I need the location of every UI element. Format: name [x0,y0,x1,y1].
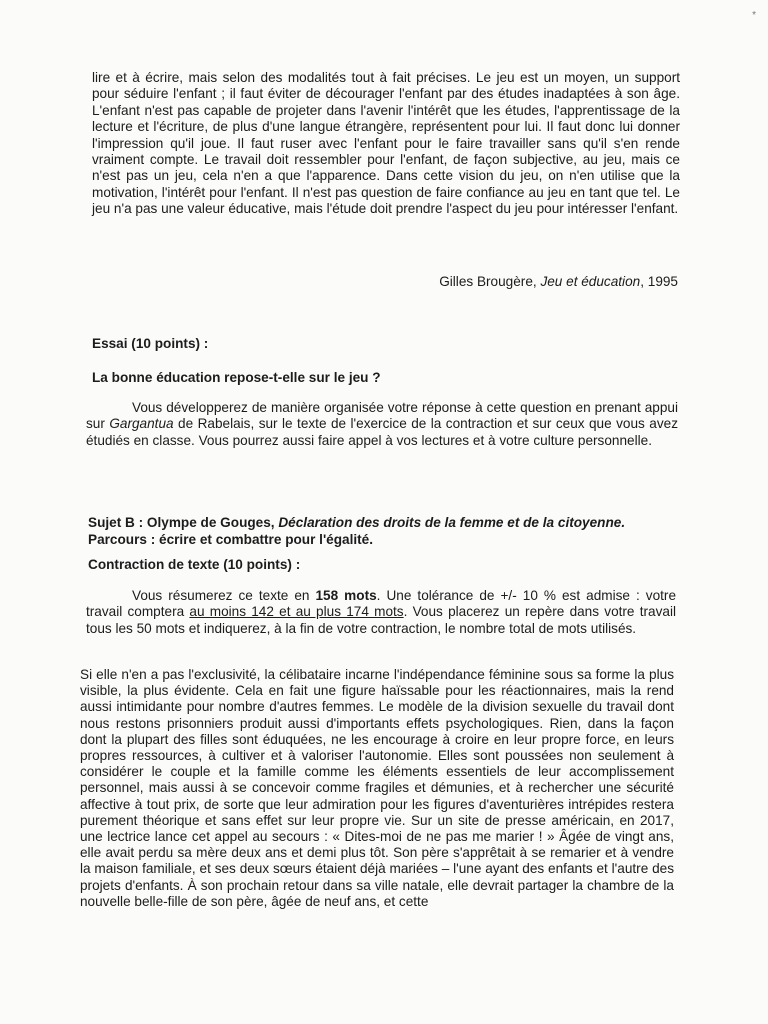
scan-mark: * [752,10,756,21]
intro-paragraph: lire et à écrire, mais selon des modalités tout à fait précises. Le jeu est un moyen, un support pour séduire l'enfant ; il faut éviter de décourager l'enfant par des études inadaptées à son âge. L'enfant n'est pas capable de projeter dans l'avenir l'intérêt que les études, l'apprentissage de la lecture et l'écriture, de plus d'une langue étrangère, représentent pour lui. Il faut donc lui donner l'impression qu'il joue. Il faut ruser avec l'enfant pour le faire travailler sans qu'il s'en rende vraiment compte. Le travail doit ressembler pour l'enfant, de façon subjective, au jeu, mais ce n'est pas un jeu, cela n'en a que l'apparence. Dans cette vision du jeu, on n'en utilise que la motivation, l'intérêt pour l'enfant. Il n'est pas question de faire confiance au jeu en tant que tel. Le jeu n'a pas une valeur éducative, mais l'étude doit prendre l'aspect du jeu pour intéresser l'enfant. [92,70,680,217]
contraction-range: au moins 142 et au plus 174 mots [189,604,404,620]
essai-instructions-work: Gargantua [109,416,174,432]
contraction-word-count: 158 mots [315,588,377,603]
main-text-paragraph: Si elle n'en a pas l'exclusivité, la célibataire incarne l'indépendance féminine sous sa forme la plus visible, la plus évidente. Cela en fait une figure haïssable pour les réactionnaires, mais la rend aussi intimidante pour nombre d'autres femmes. Le modèle de la division sexuelle du travail dont nous restons prisonniers produit aussi d'importants effets psychologiques. Rien, dans la façon dont la plupart des filles sont éduquées, ne les encourage à croire en leur propre force, en leurs propres ressources, à cultiver et à valoriser l'autonomie. Elles sont poussées non seulement à considérer le couple et la famille comme les éléments essentiels de leur accomplissement personnel, mais aussi à se concevoir comme fragiles et démunies, et à rechercher une sécurité affective à tout prix, de sorte que leur admiration pour les figures d'aventurières intrépides restera purement théorique et sans effet sur leur propre vie. Sur un site de presse américain, en 2017, une lectrice lance cet appel au secours : « Dites-moi de ne pas me marier ! » Âgée de vingt ans, elle avait perdu sa mère deux ans et demi plus tôt. Son père s'apprêtait à se remarier et à vendre la maison familiale, et ses deux sœurs étaient déjà mariées – l'une ayant des enfants et l'autre des projets d'enfants. À son prochain retour dans sa ville natale, elle devrait partager la chambre de la nouvelle belle-fille de son père, âgée de neuf ans, et cette [80,667,674,909]
essai-question: La bonne éducation repose-t-elle sur le jeu ? [92,370,381,385]
contraction-heading: Contraction de texte (10 points) : [88,557,301,572]
source-work: Jeu et éducation [540,274,641,289]
sujet-b-parcours: Parcours : écrire et combattre pour l'égalité. [88,532,374,547]
essai-instructions-after: de Rabelais, sur le texte de l'exercice de la contraction et sur ceux que vous avez étudiés en classe. Vous pourrez aussi faire appel à vos lectures et à votre culture personnelle. [86,416,678,448]
essai-instructions-before: Vous développerez de manière organisée votre réponse à cette question en prenant appui sur [86,400,678,432]
essai-instructions [86,400,678,449]
source-year: , 1995 [640,274,678,289]
sujet-b-label: Sujet B : Olympe de Gouges, [88,515,279,530]
essai-heading: Essai (10 points) : [92,336,209,351]
source-author: Gilles Brougère, [439,274,541,289]
contraction-part1: Vous résumerez ce texte en [132,588,316,603]
contraction-instructions [86,588,676,637]
contraction-part3: . Vous placerez un repère dans votre travail tous les 50 mots et indiquerez, à la fin de votre contraction, le nombre total de mots utilisés. [86,604,676,636]
source-citation [439,274,678,289]
sujet-b-work: Déclaration des droits de la femme et de la citoyenne. [278,515,626,530]
contraction-part2: . Une tolérance de +/- 10 % est admise : votre travail comptera [86,588,677,620]
sujet-b-heading [88,514,676,548]
